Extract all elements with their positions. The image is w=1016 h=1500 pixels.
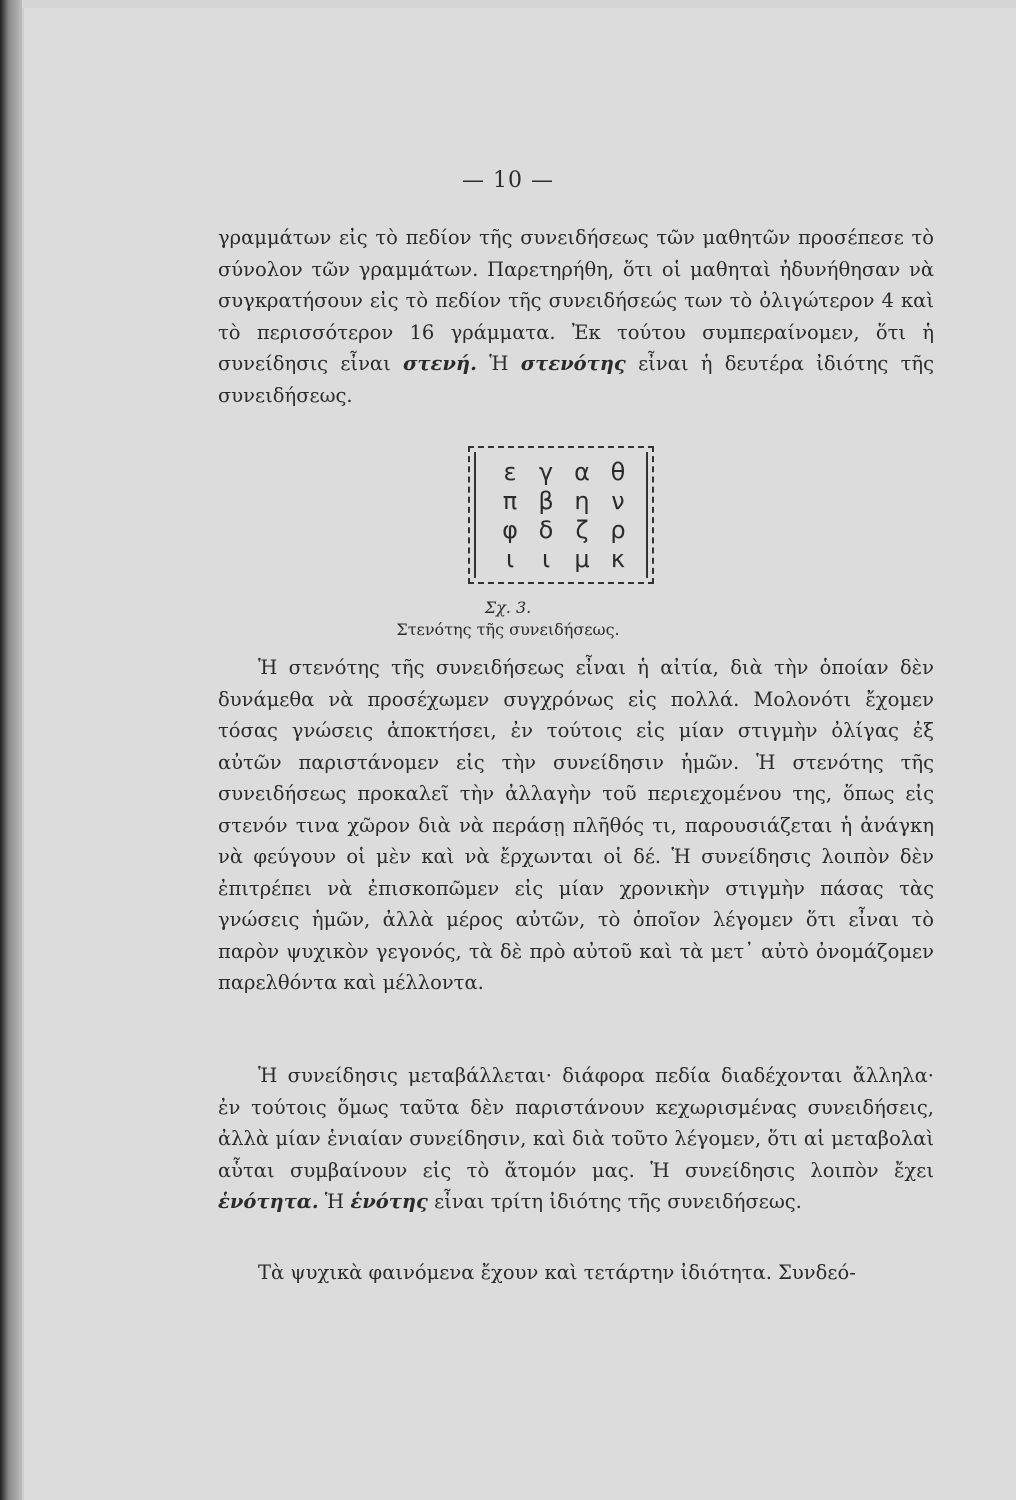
grid-letter: ν <box>611 487 625 515</box>
figure-letter-grid <box>468 446 654 584</box>
paragraph-1 <box>218 222 934 411</box>
grid-letter: α <box>574 458 590 486</box>
paragraph-1-text-a: γραμμάτων εἰς τὸ πεδίον τῆς συνειδήσεως τῶν μαθητῶν προσέπεσε τὸ σύνολον τῶν γραμμάτων. Παρετηρήθη, ὅτι οἱ μαθηταὶ ἠδυνήθησαν νὰ συγκρατήσουν εἰς τὸ πεδίον τῆς συνειδήσεώς των τὸ ὀλιγώτερον 4 καὶ τὸ περισσότερον 16 γράμματα. Ἐκ τούτου συμπεραίνομεν, ὅτι ἡ συνείδησις εἶναι <box>218 226 934 375</box>
emphasis-henotes: ἑνότης <box>350 1190 428 1213</box>
emphasis-stenotes: στενότης <box>520 352 626 375</box>
figure-caption: Στενότης τῆς συνειδήσεως. <box>396 620 620 639</box>
grid-letter: θ <box>610 458 626 486</box>
emphasis-henoteta: ἑνότητα. <box>218 1190 319 1213</box>
grid-letter: δ <box>538 516 554 544</box>
paragraph-3 <box>218 1060 934 1218</box>
grid-letter: κ <box>610 545 626 573</box>
emphasis-stene: στενή. <box>403 352 477 375</box>
grid-letter: ι <box>505 545 515 573</box>
grid-letter: ζ <box>575 516 589 544</box>
paragraph-3-text-a: Ἡ συνείδησις μεταβάλλεται· διάφορα πεδία διαδέχονται ἄλληλα· ἐν τούτοις ὅμως ταῦτα δὲν παριστάνουν κεχωρισμένας συνειδήσεις, ἀλλὰ μίαν ἑνιαίαν συνείδησιν, καὶ διὰ τοῦτο λέγομεν, ὅτι αἱ μεταβολαὶ αὗται συμβαίνουν εἰς τὸ ἄτομόν μας. Ἡ συνείδησις λοιπὸν ἔχει <box>218 1064 934 1182</box>
grid-letter: ε <box>503 458 517 486</box>
grid-letter: ι <box>541 545 551 573</box>
book-spine-shadow <box>0 0 22 1500</box>
grid-letter: ρ <box>610 516 626 544</box>
grid-letter: η <box>574 487 590 515</box>
paragraph-3-text-b: Ἡ <box>318 1190 351 1213</box>
paragraph-1-text-c: εἶναι ἡ δευτέρα ἰδιότης τῆς συνειδήσεως. <box>218 352 934 407</box>
letter-grid <box>492 458 636 574</box>
paragraph-3-text-c: εἶναι τρίτη ἰδιότης τῆς συνειδήσεως. <box>427 1190 802 1213</box>
paragraph-4: Τὰ ψυχικὰ φαινόμενα ἔχουν καὶ τετάρτην ἰδιότητα. Συνδεό- <box>258 1261 856 1284</box>
grid-letter: μ <box>574 545 590 573</box>
page-number: — 10 — <box>462 168 554 193</box>
grid-letter: β <box>538 487 554 515</box>
figure-label: Σχ. 3. <box>484 598 532 617</box>
grid-letter: γ <box>538 458 554 486</box>
paragraph-2: Ἡ στενότης τῆς συνειδήσεως εἶναι ἡ αἰτία, διὰ τὴν ὁποίαν δὲν δυνάμεθα νὰ προσέχωμεν συγχρόνως εἰς πολλά. Μολονότι ἔχομεν τόσας γνώσεις ἀποκτήσει, ἐν τούτοις εἰς μίαν στιγμὴν ὀλίγας ἐξ αὐτῶν παριστάνομεν εἰς τὴν συνείδησιν ἡμῶν. Ἡ στενότης τῆς συνειδήσεως προκαλεῖ τὴν ἀλλαγὴν τοῦ περιεχομένου της, ὅπως εἰς στενόν τινα χῶρον διὰ νὰ περάσῃ πλῆθός τι, παρουσιάζεται ἡ ἀνάγκη νὰ φεύγουν οἱ μὲν καὶ νὰ ἔρχωνται οἱ δέ. Ἡ συνείδησις λοιπὸν δὲν ἐπιτρέπει νὰ ἐπισκοπῶμεν εἰς μίαν χρονικὴν στιγμὴν πάσας τὰς γνώσεις ἡμῶν, ἀλλὰ μέρος αὐτῶν, τὸ ὁποῖον λέγομεν ὅτι εἶναι τὸ παρὸν ψυχικὸν γεγονός, τὰ δὲ πρὸ αὐτοῦ καὶ τὰ μετ᾽ αὐτὸ ὀνομάζομεν παρελθόντα καὶ μέλλοντα. <box>218 656 934 994</box>
grid-letter: φ <box>502 516 518 544</box>
grid-letter: π <box>502 487 518 515</box>
paragraph-1-text-b: Ἡ <box>476 352 521 375</box>
